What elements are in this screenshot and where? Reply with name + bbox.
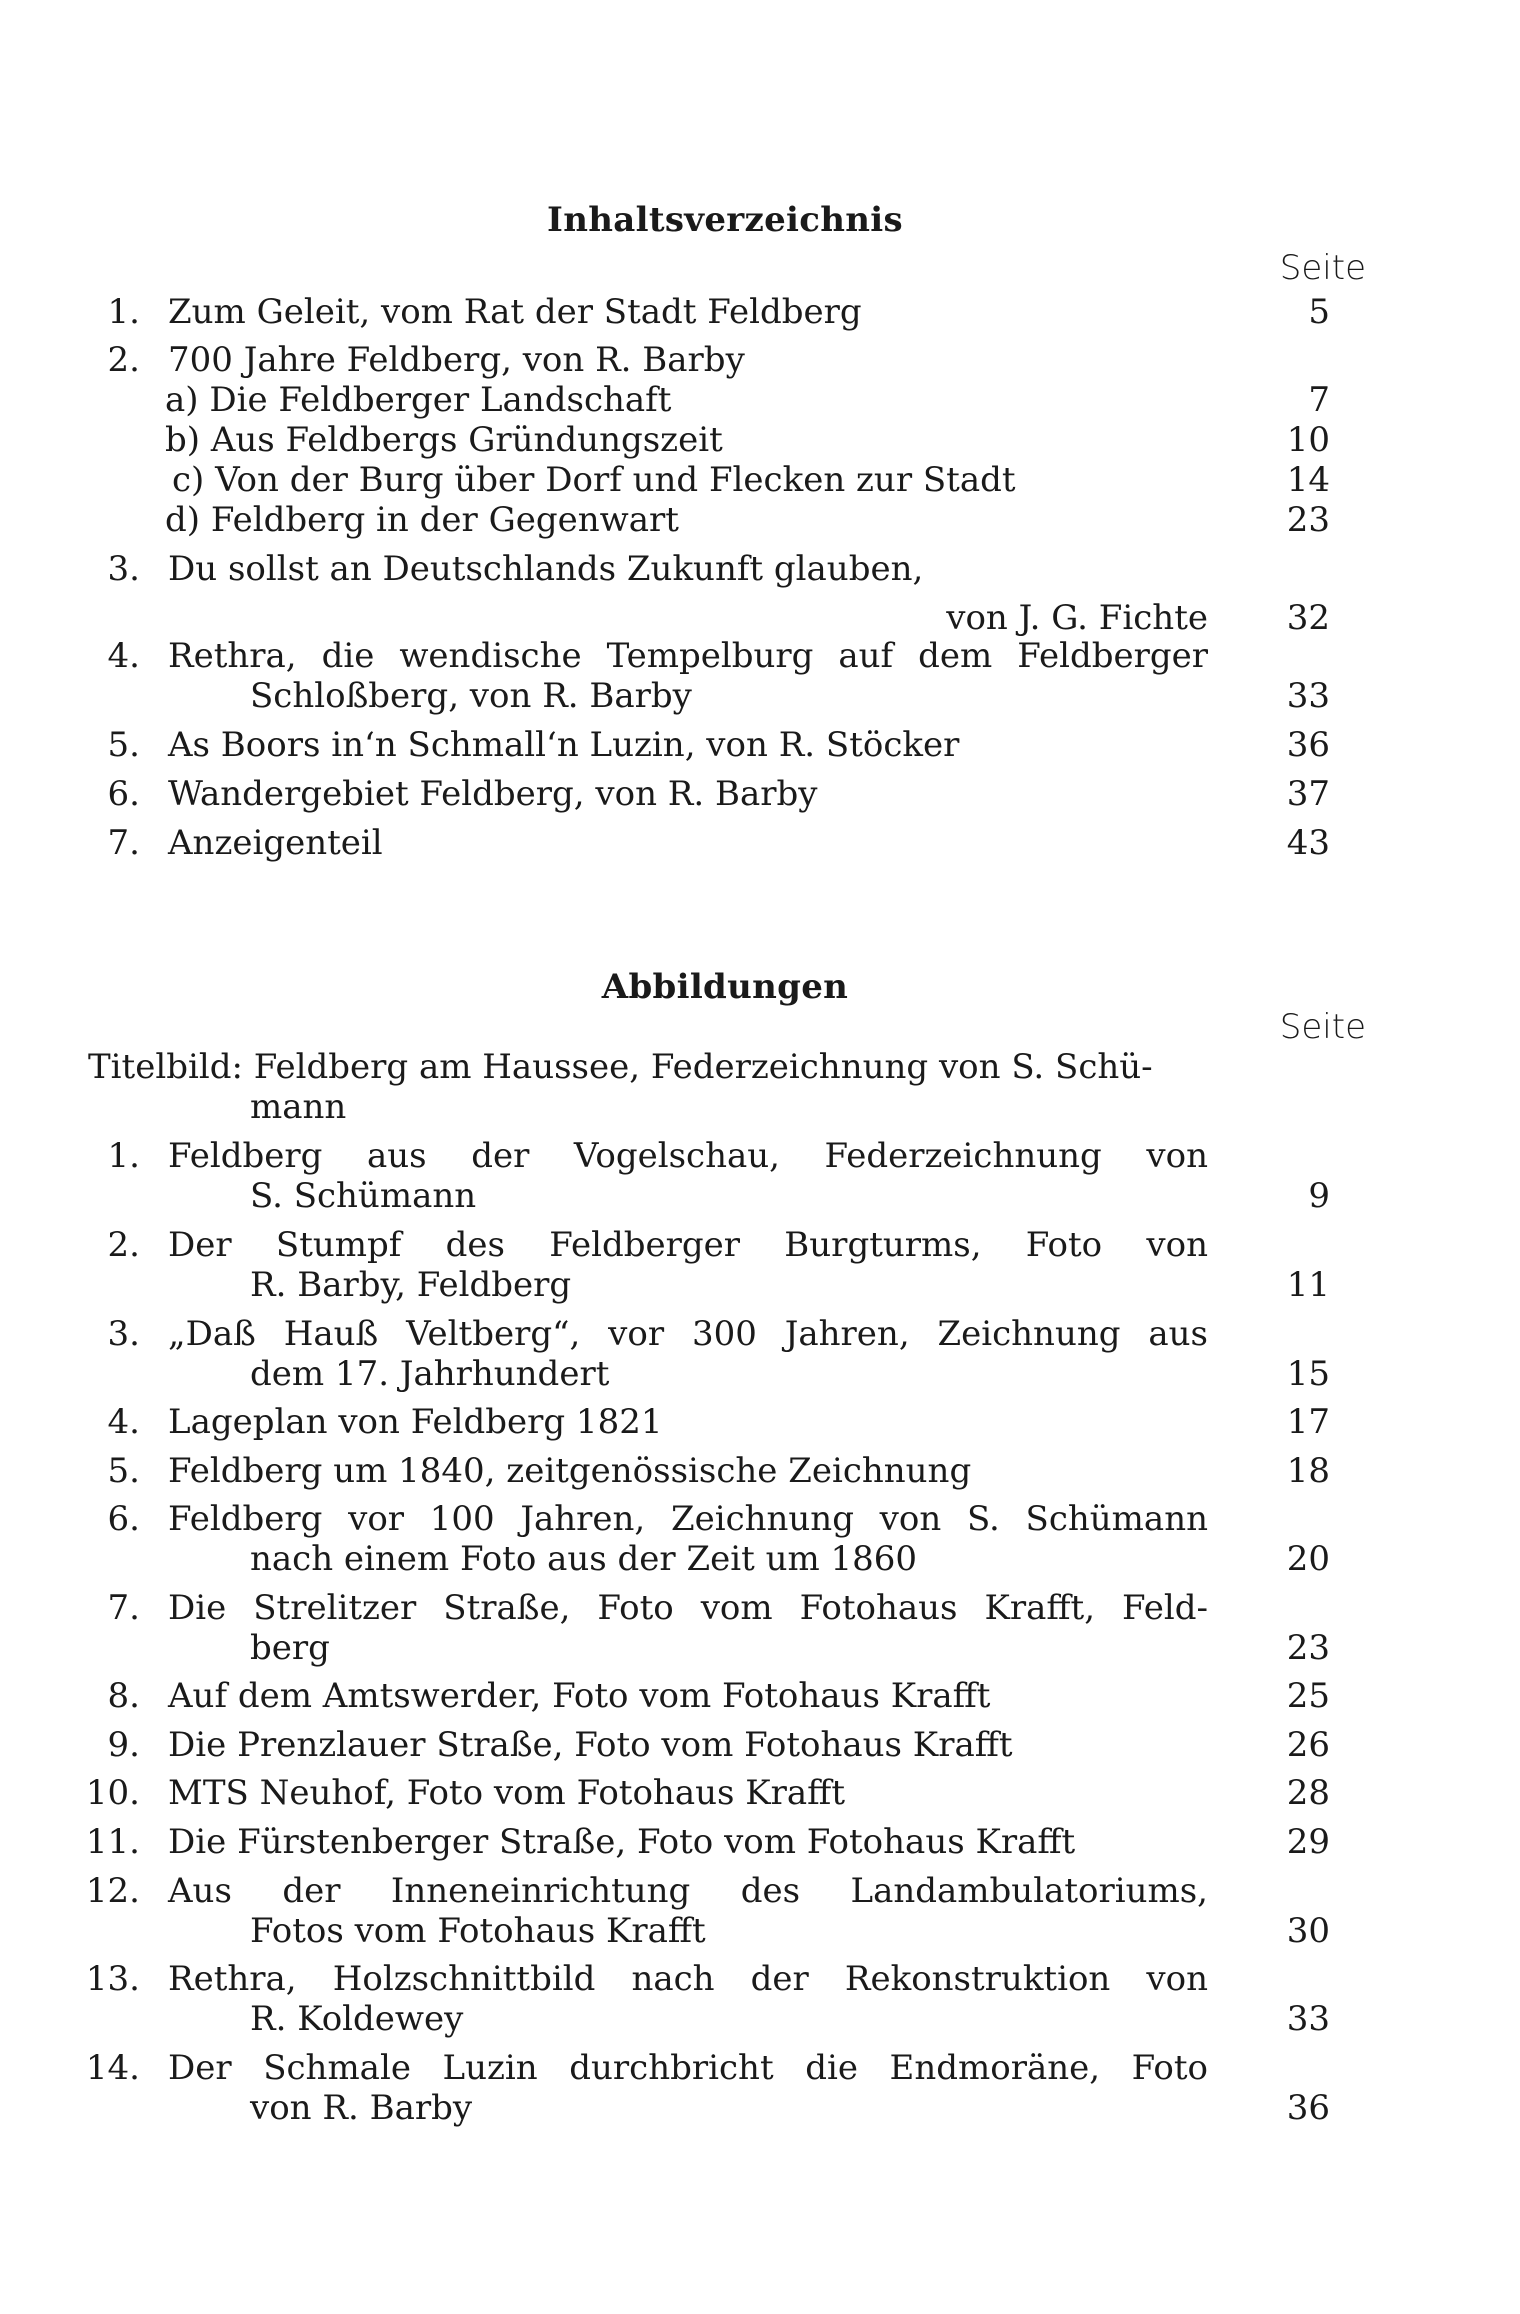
- illustration-page: 20: [1286, 1538, 1330, 1579]
- illustration-page: 17: [1286, 1402, 1330, 1442]
- illustration-page: 26: [1286, 1725, 1330, 1765]
- illustration-entry: [0, 1726, 1520, 1766]
- illustration-number: 6.: [107, 1499, 140, 1539]
- toc-entry-page: 36: [1286, 725, 1330, 765]
- illustration-page: 9: [1308, 1175, 1330, 1216]
- toc-entry-page: 43: [1286, 823, 1330, 863]
- illustration-title-entry: [0, 1048, 1520, 1127]
- toc-entry-title: Wandergebiet Feldberg, von R. Barby: [168, 774, 818, 814]
- illustration-page: 30: [1286, 1910, 1330, 1951]
- illustration-page: 18: [1286, 1451, 1330, 1491]
- toc-entry-title: Rethra, die wendische Tempelburg auf dem Feldberger: [168, 636, 1208, 676]
- illustration-number: 1.: [107, 1136, 140, 1176]
- illustration-number: 10.: [85, 1773, 140, 1813]
- illustration-caption: Der Schmale Luzin durchbricht die Endmoräne, Foto: [168, 2048, 1208, 2088]
- illustration-entry: [0, 1137, 1520, 1216]
- toc-subentry: [0, 501, 1520, 541]
- illustration-entry: [0, 1452, 1520, 1492]
- toc-entry: [0, 726, 1520, 766]
- illustration-entry: [0, 1823, 1520, 1863]
- toc-entry: [0, 637, 1520, 716]
- illustration-caption: Feldberg vor 100 Jahren, Zeichnung von S. Schümann: [168, 1499, 1208, 1539]
- illustration-number: 13.: [85, 1959, 140, 1999]
- toc-entry-page: 32: [1286, 597, 1330, 638]
- toc-entry-title: Du sollst an Deutschlands Zukunft glauben,: [168, 549, 924, 589]
- illustration-title-text: [88, 1048, 1208, 1088]
- illustration-number: 9.: [107, 1725, 140, 1765]
- contents-heading: Inhaltsverzeichnis: [547, 200, 903, 240]
- toc-entry-page: 14: [1286, 460, 1330, 500]
- title-image-caption-continued: mann: [250, 1086, 347, 1127]
- toc-entry: [0, 775, 1520, 815]
- toc-subentry: [0, 421, 1520, 461]
- illustration-caption: Feldberg um 1840, zeitgenössische Zeichnung: [168, 1451, 972, 1491]
- illustration-caption-continued: dem 17. Jahrhundert: [250, 1353, 610, 1394]
- toc-entry-title: Anzeigenteil: [168, 823, 383, 863]
- illustration-number: 4.: [107, 1402, 140, 1442]
- contents-page-column-label: Seite: [1279, 248, 1366, 288]
- illustration-entry: [0, 1589, 1520, 1668]
- title-image-label: Titelbild:: [88, 1047, 243, 1087]
- illustrations-page-column-label: Seite: [1279, 1007, 1366, 1047]
- toc-subentry-title: b) Aus Feldbergs Gründungszeit: [165, 420, 723, 460]
- toc-entry-page: 23: [1286, 500, 1330, 540]
- illustration-number: 3.: [107, 1314, 140, 1354]
- toc-entry-page: 5: [1308, 292, 1330, 332]
- toc-entry-number: 6.: [107, 774, 140, 814]
- toc-subentry-title: d) Feldberg in der Gegenwart: [165, 500, 679, 540]
- illustration-caption: Auf dem Amtswerder, Foto vom Fotohaus Krafft: [168, 1676, 991, 1716]
- illustration-caption-continued: S. Schümann: [250, 1175, 477, 1216]
- toc-entry-page: 33: [1286, 675, 1330, 716]
- toc-entry-title-continued: Schloßberg, von R. Barby: [250, 675, 692, 716]
- illustration-number: 7.: [107, 1588, 140, 1628]
- toc-entry-number: 1.: [107, 292, 140, 332]
- illustration-caption-continued: nach einem Foto aus der Zeit um 1860: [250, 1538, 918, 1579]
- toc-entry-author: von J. G. Fichte: [946, 597, 1208, 638]
- illustration-page: 25: [1286, 1676, 1330, 1716]
- illustration-caption-continued: Fotos vom Fotohaus Krafft: [250, 1910, 706, 1951]
- illustration-caption-continued: berg: [250, 1627, 330, 1668]
- illustration-page: 28: [1286, 1773, 1330, 1813]
- illustration-entry: [0, 1872, 1520, 1951]
- toc-entry: [0, 293, 1520, 333]
- toc-entry-number: 2.: [107, 340, 140, 380]
- toc-entry-title: Zum Geleit, vom Rat der Stadt Feldberg: [168, 292, 862, 332]
- illustration-number: 11.: [85, 1822, 140, 1862]
- illustration-caption: MTS Neuhof, Foto vom Fotohaus Krafft: [168, 1773, 845, 1813]
- illustrations-heading: Abbildungen: [601, 967, 849, 1007]
- toc-entry-number: 7.: [107, 823, 140, 863]
- illustration-caption: Die Strelitzer Straße, Foto vom Fotohaus Krafft, Feld-: [168, 1588, 1208, 1628]
- illustration-caption: Feldberg aus der Vogelschau, Federzeichnung von: [168, 1136, 1208, 1176]
- toc-entry-title: 700 Jahre Feldberg, von R. Barby: [168, 340, 745, 380]
- toc-subentry: [0, 461, 1520, 501]
- illustration-caption: „Daß Hauß Veltberg“, vor 300 Jahren, Zeichnung aus: [168, 1314, 1208, 1354]
- toc-subentry-title: a) Die Feldberger Landschaft: [165, 380, 672, 420]
- illustration-entry: [0, 1677, 1520, 1717]
- illustration-entry: [0, 1315, 1520, 1394]
- illustration-entry: [0, 2049, 1520, 2128]
- toc-subentry: [0, 381, 1520, 421]
- toc-entry: [0, 341, 1520, 381]
- illustration-number: 2.: [107, 1225, 140, 1265]
- illustration-page: 36: [1286, 2087, 1330, 2128]
- illustration-page: 33: [1286, 1998, 1330, 2039]
- illustration-caption-continued: R. Barby, Feldberg: [250, 1264, 572, 1305]
- illustration-entry: [0, 1774, 1520, 1814]
- illustration-number: 14.: [85, 2048, 140, 2088]
- illustration-caption: Die Prenzlauer Straße, Foto vom Fotohaus Krafft: [168, 1725, 1013, 1765]
- toc-entry-page: 37: [1286, 774, 1330, 814]
- toc-entry-page: 7: [1308, 380, 1330, 420]
- toc-entry-number: 5.: [107, 725, 140, 765]
- illustration-caption-continued: R. Koldewey: [250, 1998, 464, 2039]
- illustration-page: 15: [1286, 1353, 1330, 1394]
- toc-entry-number: 3.: [107, 549, 140, 589]
- title-image-caption: Feldberg am Haussee, Federzeichnung von S. Schü-: [253, 1047, 1153, 1087]
- illustration-page: 29: [1286, 1822, 1330, 1862]
- toc-subentry-title: c) Von der Burg über Dorf und Flecken zur Stadt: [172, 460, 1016, 500]
- toc-entry-title: As Boors in‘n Schmall‘n Luzin, von R. Stöcker: [168, 725, 960, 765]
- illustration-caption: Der Stumpf des Feldberger Burgturms, Foto von: [168, 1225, 1208, 1265]
- toc-entry-number: 4.: [107, 636, 140, 676]
- illustration-entry: [0, 1960, 1520, 2039]
- toc-entry: [0, 550, 1520, 638]
- illustration-caption-continued: von R. Barby: [250, 2087, 473, 2128]
- illustration-caption: Lageplan von Feldberg 1821: [168, 1402, 663, 1442]
- illustration-number: 5.: [107, 1451, 140, 1491]
- illustration-caption: Aus der Inneneinrichtung des Landambulatoriums,: [168, 1871, 1208, 1911]
- illustration-caption: Rethra, Holzschnittbild nach der Rekonstruktion von: [168, 1959, 1208, 1999]
- toc-entry: [0, 824, 1520, 864]
- illustration-caption: Die Fürstenberger Straße, Foto vom Fotohaus Krafft: [168, 1822, 1076, 1862]
- illustration-entry: [0, 1226, 1520, 1305]
- toc-entry-page: 10: [1286, 420, 1330, 460]
- illustration-page: 23: [1286, 1627, 1330, 1668]
- illustration-entry: [0, 1500, 1520, 1579]
- illustration-number: 12.: [85, 1871, 140, 1911]
- illustration-page: 11: [1286, 1264, 1330, 1305]
- illustration-number: 8.: [107, 1676, 140, 1716]
- illustration-entry: [0, 1403, 1520, 1443]
